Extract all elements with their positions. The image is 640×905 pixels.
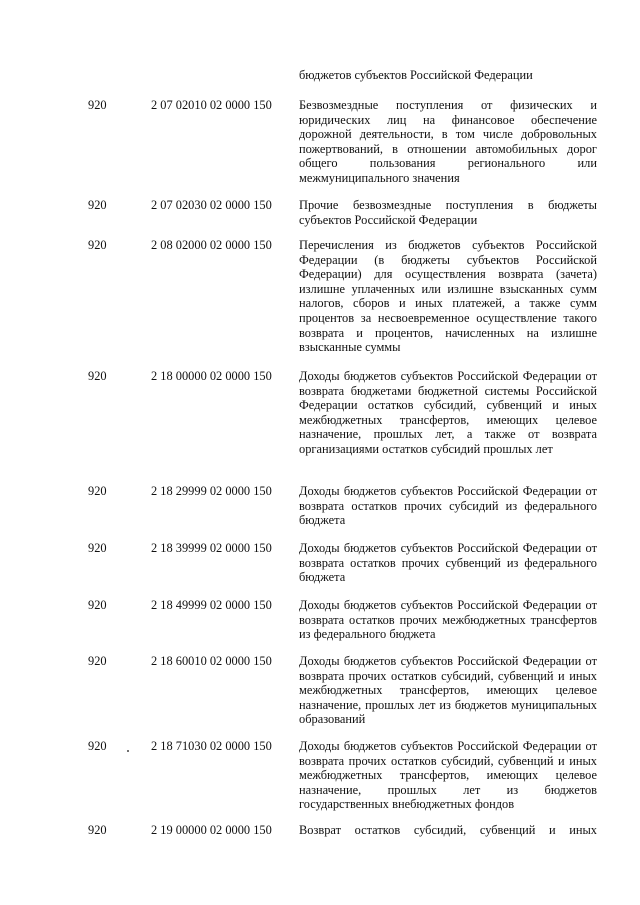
budget-code: 2 18 00000 02 0000 150	[151, 369, 272, 383]
budget-code: 2 18 71030 02 0000 150	[151, 739, 272, 753]
admin-code: 920	[88, 369, 107, 383]
revenue-name: Доходы бюджетов субъектов Российской Федерации от возврата остатков прочих субвенций из федерального бюджета	[299, 541, 597, 585]
budget-code: 2 18 49999 02 0000 150	[151, 598, 272, 612]
admin-code: 920	[88, 739, 107, 753]
admin-code: 920	[88, 541, 107, 555]
budget-code: 2 08 02000 02 0000 150	[151, 238, 272, 252]
revenue-name: Доходы бюджетов субъектов Российской Федерации от возврата остатков прочих межбюджетных трансфертов из федерального бюджета	[299, 598, 597, 642]
revenue-name: Доходы бюджетов субъектов Российской Федерации от возврата прочих остатков субсидий, субвенций и иных межбюджетных трансфертов, имеющих целевое назначение, прошлых лет из бюджетов государственных внебюджетных фондов	[299, 739, 597, 812]
revenue-name: Прочие безвозмездные поступления в бюджеты субъектов Российской Федерации	[299, 198, 597, 227]
budget-code: 2 07 02030 02 0000 150	[151, 198, 272, 212]
budget-code: 2 19 00000 02 0000 150	[151, 823, 272, 837]
admin-code: 920	[88, 98, 107, 112]
admin-code: 920	[88, 238, 107, 252]
revenue-name: Доходы бюджетов субъектов Российской Федерации от возврата прочих остатков субсидий, субвенций и иных межбюджетных трансфертов, имеющих целевое назначение, прошлых лет из бюджетов муниципальных образований	[299, 654, 597, 727]
revenue-name: Перечисления из бюджетов субъектов Российской Федерации (в бюджеты субъектов Российской Федерации) для осуществления возврата (зачета) излишне уплаченных или излишне взысканных сумм налогов, сборов и иных платежей, а также сумм процентов за несвоевременное осуществление такого возврата и процентов, начисленных на излишне взысканные суммы	[299, 238, 597, 355]
budget-code: 2 18 39999 02 0000 150	[151, 541, 272, 555]
admin-code: 920	[88, 654, 107, 668]
admin-code: 920	[88, 484, 107, 498]
admin-code: 920	[88, 198, 107, 212]
revenue-name: Доходы бюджетов субъектов Российской Федерации от возврата остатков прочих субсидий из федерального бюджета	[299, 484, 597, 528]
admin-code: 920	[88, 598, 107, 612]
continuation-text: бюджетов субъектов Российской Федерации	[299, 68, 533, 82]
budget-code: 2 18 60010 02 0000 150	[151, 654, 272, 668]
budget-code: 2 07 02010 02 0000 150	[151, 98, 272, 112]
admin-code: 920	[88, 823, 107, 837]
revenue-name: Доходы бюджетов субъектов Российской Федерации от возврата бюджетами бюджетной системы Российской Федерации остатков субсидий, субвенций и иных межбюджетных трансфертов, имеющих целевое назначение, прошлых лет, а также от возврата организациями остатков субсидий прошлых лет	[299, 369, 597, 456]
revenue-name: Безвозмездные поступления от физических и юридических лиц на финансовое обеспечение дорожной деятельности, в том числе добровольных пожертвований, в отношении автомобильных дорог общего пользования регионального или межмуниципального значения	[299, 98, 597, 185]
revenue-name: Возврат остатков субсидий, субвенций и иных	[299, 823, 597, 837]
budget-code: 2 18 29999 02 0000 150	[151, 484, 272, 498]
